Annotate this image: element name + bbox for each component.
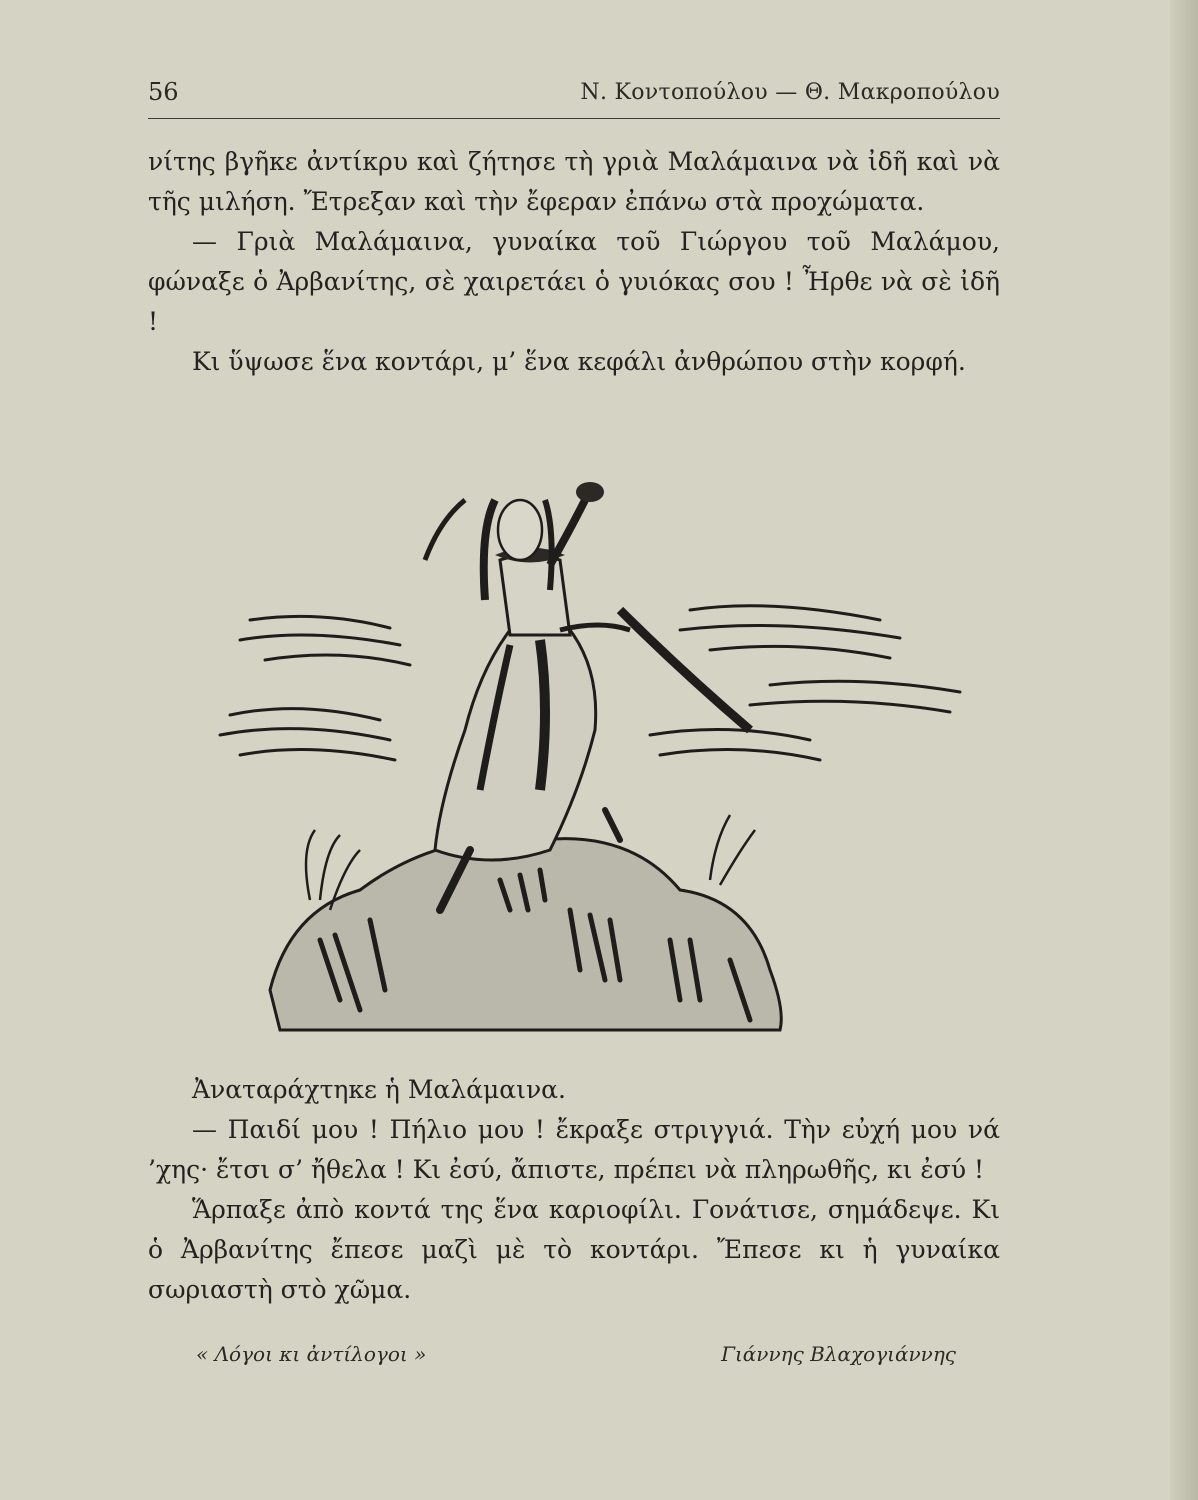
paragraph: — Παιδί μου ! Πήλιο μου ! ἔκραξε στριγγιά. Τὴν εὐχή μου νά ’χης· ἔτσι σ’ ἤθελα ! Κι ἐσύ, ἄπιστε, πρέπει νὰ πληρωθῆς, κι ἐσύ ! <box>148 1115 1000 1184</box>
citation-footer <box>196 1342 956 1372</box>
source-title: « Λόγοι κι ἀντίλογοι » <box>196 1342 427 1366</box>
page-number: 56 <box>148 78 179 106</box>
paragraph: — Γριὰ Μαλάμαινα, γυναίκα τοῦ Γιώργου τοῦ Μαλάμου, φώναξε ὁ Ἀρβανίτης, σὲ χαιρετάει ὁ γυιόκας σου ! Ἦρθε νὰ σὲ ἰδῆ ! <box>148 227 1000 336</box>
text-block-bottom <box>148 1070 1000 1310</box>
page-edge <box>1170 0 1198 1500</box>
paragraph: νίτης βγῆκε ἀντίκρυ καὶ ζήτησε τὴ γριὰ Μαλάμαινα νὰ ἰδῆ καὶ νὰ τῆς μιλήση. Ἔτρεξαν καὶ τὴν ἔφεραν ἐπάνω στὰ προχώματα. <box>148 147 1000 216</box>
woman-on-rock-illustration <box>210 470 970 1040</box>
paragraph: Ἀναταράχτηκε ἡ Μαλάμαινα. <box>192 1075 566 1104</box>
paragraph: Κι ὕψωσε ἕνα κοντάρι, μ’ ἕνα κεφάλι ἀνθρώπου στὴν κορφή. <box>192 347 966 376</box>
text-block-top <box>148 142 1000 382</box>
running-head: Ν. Κοντοπούλου — Θ. Μακροπούλου <box>580 80 1000 105</box>
paragraph: Ἅρπαξε ἀπὸ κοντά της ἕνα καριοφίλι. Γονάτισε, σημάδεψε. Κι ὁ Ἀρβανίτης ἔπεσε μαζὶ μὲ τὸ κοντάρι. Ἔπεσε κι ἡ γυναίκα σωριαστὴ στὸ χῶμα. <box>148 1195 1000 1304</box>
author-name: Γιάννης Βλαχογιάννης <box>721 1342 956 1366</box>
page-header <box>148 78 1000 119</box>
